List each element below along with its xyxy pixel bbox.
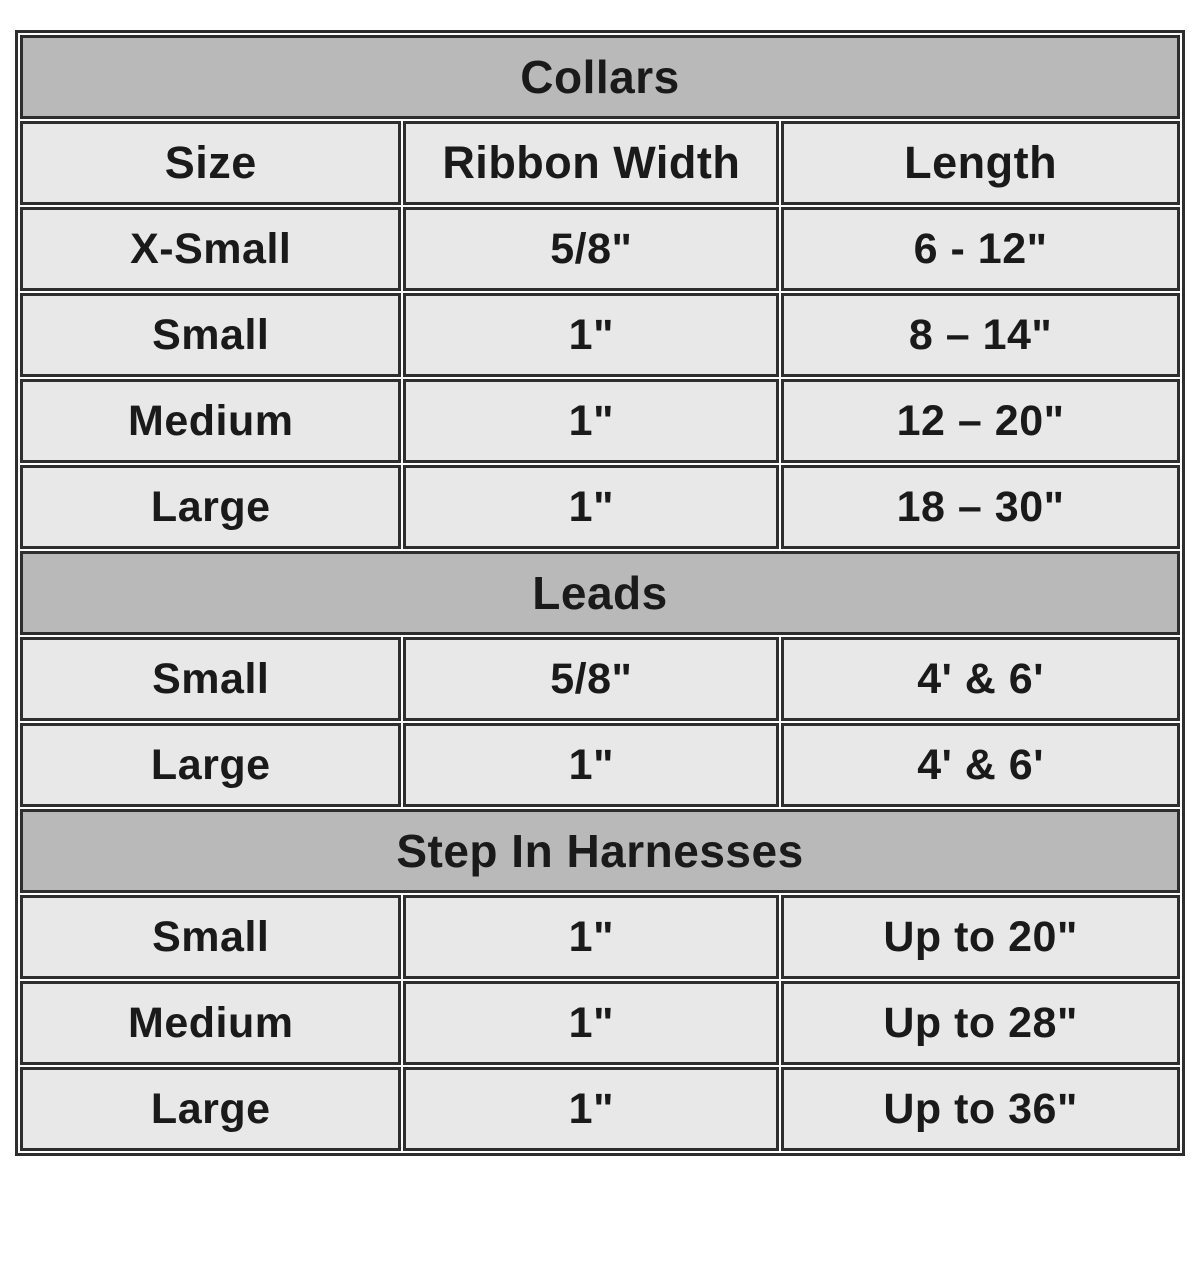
length-cell: 6 - 12" [781, 207, 1180, 291]
section-header-collars: Collars [20, 35, 1180, 119]
length-cell: 18 – 30" [781, 465, 1180, 549]
length-cell: Up to 28" [781, 981, 1180, 1065]
section-header-leads: Leads [20, 551, 1180, 635]
ribbon-width-cell: 1" [403, 723, 779, 807]
section-row-leads [20, 551, 1180, 635]
table-row [20, 1067, 1180, 1151]
column-header-length: Length [781, 121, 1180, 205]
size-chart-table [15, 30, 1185, 1156]
ribbon-width-cell: 1" [403, 379, 779, 463]
table-row [20, 207, 1180, 291]
section-row-collars [20, 35, 1180, 119]
length-cell: 4' & 6' [781, 723, 1180, 807]
length-cell: 12 – 20" [781, 379, 1180, 463]
size-cell: X-Small [20, 207, 401, 291]
size-chart-body [20, 35, 1180, 1151]
table-row [20, 895, 1180, 979]
length-cell: Up to 36" [781, 1067, 1180, 1151]
column-header-row [20, 121, 1180, 205]
ribbon-width-cell: 1" [403, 981, 779, 1065]
table-row [20, 379, 1180, 463]
size-cell: Small [20, 895, 401, 979]
length-cell: Up to 20" [781, 895, 1180, 979]
size-cell: Large [20, 465, 401, 549]
size-cell: Medium [20, 981, 401, 1065]
ribbon-width-cell: 1" [403, 465, 779, 549]
size-cell: Large [20, 1067, 401, 1151]
section-header-step-in-harnesses: Step In Harnesses [20, 809, 1180, 893]
table-row [20, 293, 1180, 377]
section-row-step-in-harnesses [20, 809, 1180, 893]
table-row [20, 981, 1180, 1065]
size-cell: Small [20, 637, 401, 721]
length-cell: 4' & 6' [781, 637, 1180, 721]
ribbon-width-cell: 1" [403, 1067, 779, 1151]
table-row [20, 465, 1180, 549]
size-cell: Large [20, 723, 401, 807]
column-header-size: Size [20, 121, 401, 205]
table-row [20, 723, 1180, 807]
size-cell: Medium [20, 379, 401, 463]
size-cell: Small [20, 293, 401, 377]
column-header-ribbon-width: Ribbon Width [403, 121, 779, 205]
ribbon-width-cell: 1" [403, 895, 779, 979]
length-cell: 8 – 14" [781, 293, 1180, 377]
ribbon-width-cell: 5/8" [403, 207, 779, 291]
ribbon-width-cell: 1" [403, 293, 779, 377]
ribbon-width-cell: 5/8" [403, 637, 779, 721]
table-row [20, 637, 1180, 721]
